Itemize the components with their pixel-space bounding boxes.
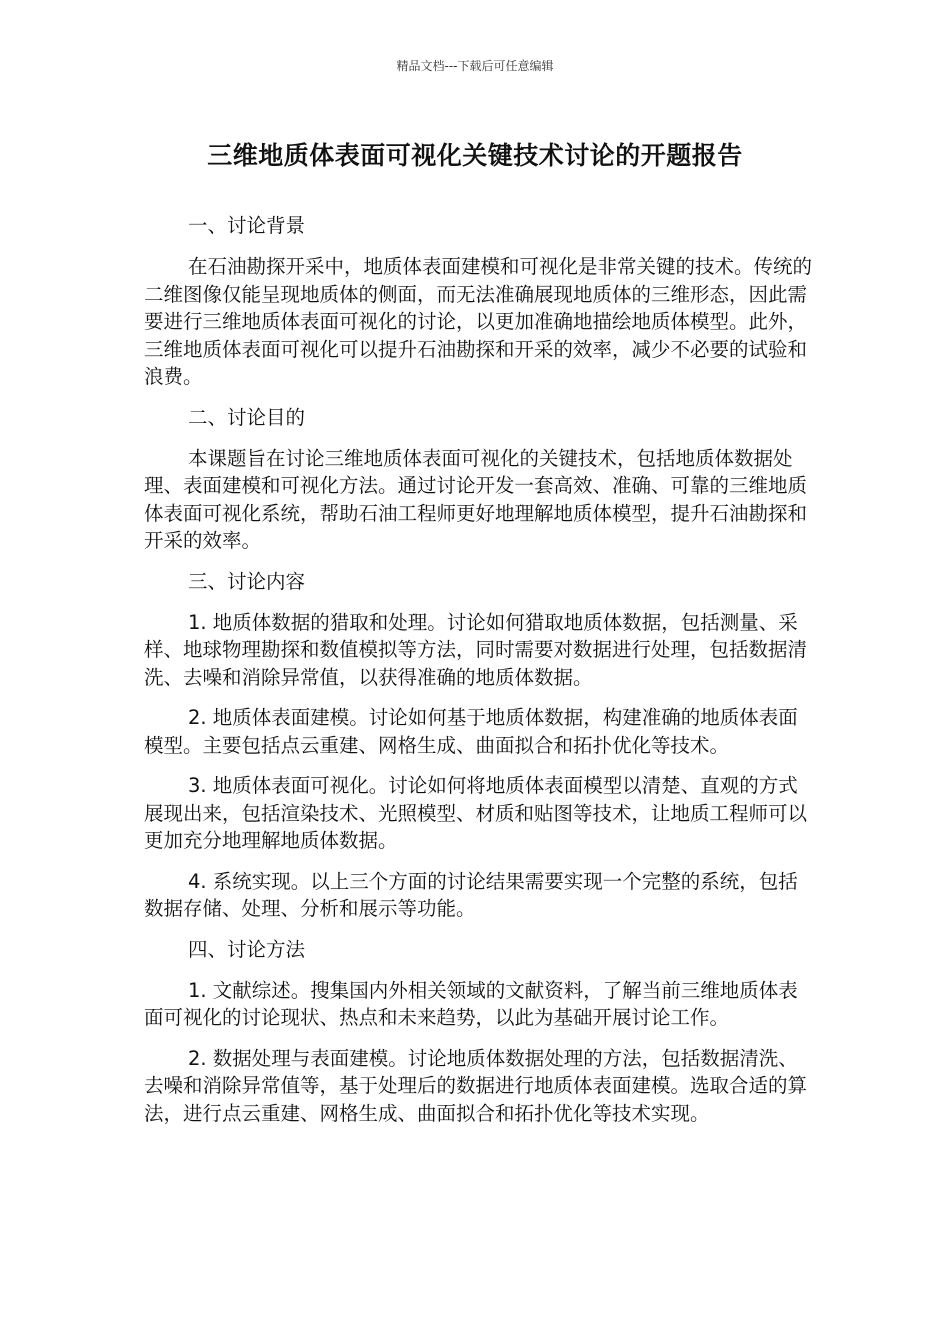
paragraph-content-item-1: 1. 地质体数据的猎取和处理。讨论如何猎取地质体数据，包括测量、采样、地球物理勘探和数值模拟等方法，同时需要对数据进行处理，包括数据清洗、去噪和消除异常值，以获得准确的地质体数据。 (144, 610, 808, 689)
section-heading-content: 三、讨论内容 (188, 569, 306, 593)
header-note: 精品文档---下载后可任意编辑 (396, 59, 554, 73)
paragraph-purpose: 本课题旨在讨论三维地质体表面可视化的关键技术，包括地质体数据处理、表面建模和可视化方法。通过讨论开发一套高效、准确、可靠的三维地质体表面可视化系统，帮助石油工程师更好地理解地质体模型，提升石油勘探和开采的效率。 (144, 446, 808, 552)
paragraph-content-item-4: 4. 系统实现。以上三个方面的讨论结果需要实现一个完整的系统，包括数据存储、处理、分析和展示等功能。 (144, 869, 798, 920)
paragraph-method-item-1: 1. 文献综述。搜集国内外相关领域的文献资料，了解当前三维地质体表面可视化的讨论现状、热点和未来趋势，以此为基础开展讨论工作。 (144, 978, 798, 1029)
document-title: 三维地质体表面可视化关键技术讨论的开题报告 (207, 141, 743, 170)
section-heading-purpose: 二、讨论目的 (188, 405, 306, 429)
paragraph-content-item-3: 3. 地质体表面可视化。讨论如何将地质体表面模型以清楚、直观的方式展现出来，包括渲染技术、光照模型、材质和贴图等技术，让地质工程师可以更加充分地理解地质体数据。 (144, 774, 808, 852)
document-body (144, 212, 812, 1140)
paragraph-background: 在石油勘探开采中，地质体表面建模和可视化是非常关键的技术。传统的二维图像仅能呈现地质体的侧面，而无法准确展现地质体的三维形态，因此需要进行三维地质体表面可视化的讨论，以更加准确地描绘地质体模型。此外，三维地质体表面可视化可以提升石油勘探和开采的效率，减少不必要的试验和浪费。 (144, 255, 813, 388)
paragraph-content-item-2: 2. 地质体表面建模。讨论如何基于地质体数据，构建准确的地质体表面模型。主要包括点云重建、网格生成、曲面拟合和拓扑优化等技术。 (144, 706, 798, 757)
section-heading-background: 一、讨论背景 (188, 214, 306, 237)
paragraph-method-item-2: 2. 数据处理与表面建模。讨论地质体数据处理的方法，包括数据清洗、去噪和消除异常值等，基于处理后的数据进行地质体表面建模。选取合适的算法，进行点云重建、网格生成、曲面拟合和拓扑优化等技术实现。 (144, 1046, 808, 1125)
section-heading-method: 四、讨论方法 (188, 937, 306, 961)
